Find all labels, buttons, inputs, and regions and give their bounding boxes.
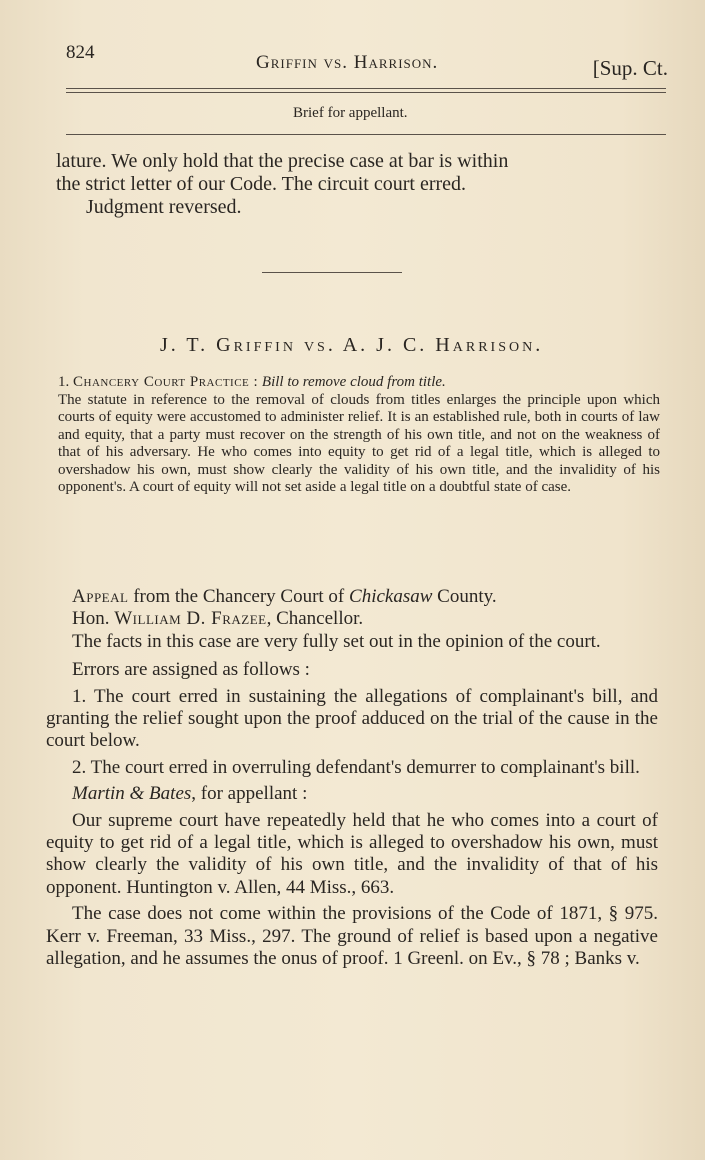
facts-paragraph: The facts in this case are very fully set out in the opinion of the court.: [72, 630, 601, 652]
page-header: [66, 42, 668, 82]
error-item: 2. The court erred in overruling defendant's demurrer to complainant's bill.: [72, 756, 640, 778]
argument-paragraph: Our supreme court have repeatedly held that he who comes into a court of equity to get rid of a legal title, which is alleged to overshadow his own, must show clearly the validity of his own title, and the invalidity of that of his opponent. Huntington v. Allen, 44 Miss., 663.: [46, 809, 658, 898]
syllabus-subject: Bill to remove cloud from title.: [261, 374, 446, 390]
county-name: Chickasaw: [349, 586, 433, 607]
syllabus-heading: [58, 374, 660, 392]
chancellor-title: , Chancellor.: [266, 608, 364, 630]
appeal-word: Appeal: [72, 586, 129, 607]
court-reference: [Sup. Ct.: [592, 56, 668, 80]
chancellor-line: [46, 608, 658, 630]
case-body: [46, 586, 658, 971]
syllabus-topic: Chancery Court Practice :: [73, 374, 259, 390]
error-item: 1. The court erred in sustaining the allegations of complainant's bill, and granting the relief sought upon the proof adduced on the trial of the cause in the court below.: [46, 685, 658, 752]
syllabus-number: 1.: [58, 374, 70, 390]
syllabus-body: The statute in reference to the removal of clouds from titles enlarges the principle upon which courts of equity were accustomed to administer relief. It is an established rule, both in courts of law and equity, that a party must recover on the strength of his own title, and not on the weakness of that of his adversary. He who comes into equity to get rid of a legal title, which is alleged to overshadow his own, must show clearly the validity of his own title, and the invalidity of his opponent's. A court of equity will not set aside a legal title on a doubtful state of case.: [58, 391, 660, 495]
counsel-names: Martin & Bates: [72, 783, 192, 805]
opinion-line: lature. We only hold that the precise case at bar is within: [56, 150, 509, 172]
appeal-statement: [46, 586, 658, 608]
errors-intro: Errors are assigned as follows :: [72, 659, 310, 681]
brief-rule: [66, 134, 666, 135]
brief-label: Brief for appellant.: [293, 105, 408, 121]
hon-prefix: Hon.: [72, 608, 115, 630]
appeal-text: from the Chancery Court of: [128, 586, 350, 607]
section-divider: [262, 272, 402, 273]
counsel-line: [46, 783, 658, 805]
opinion-line: Judgment reversed.: [86, 196, 242, 218]
argument-paragraph: The case does not come within the provisions of the Code of 1871, § 975. Kerr v. Freeman, 33 Miss., 297. The ground of relief is based upon a negative allegation, and he assumes the onus of proof. 1 Greenl. on Ev., § 78 ; Banks v.: [46, 903, 658, 970]
header-rule-lower: [66, 92, 666, 93]
opinion-line: the strict letter of our Code. The circuit court erred.: [56, 173, 467, 195]
county-word: County.: [432, 586, 497, 607]
chancellor-name: William D. Frazee: [114, 608, 267, 630]
page-number: 824: [66, 42, 95, 63]
prior-opinion-end: [56, 150, 662, 219]
case-title: J. T. Griffin vs. A. J. C. Harrison.: [160, 334, 544, 356]
counsel-role: , for appellant :: [191, 783, 308, 805]
header-rule-upper: [66, 88, 666, 89]
syllabus: [58, 374, 660, 497]
running-title: Griffin vs. Harrison.: [256, 52, 439, 73]
